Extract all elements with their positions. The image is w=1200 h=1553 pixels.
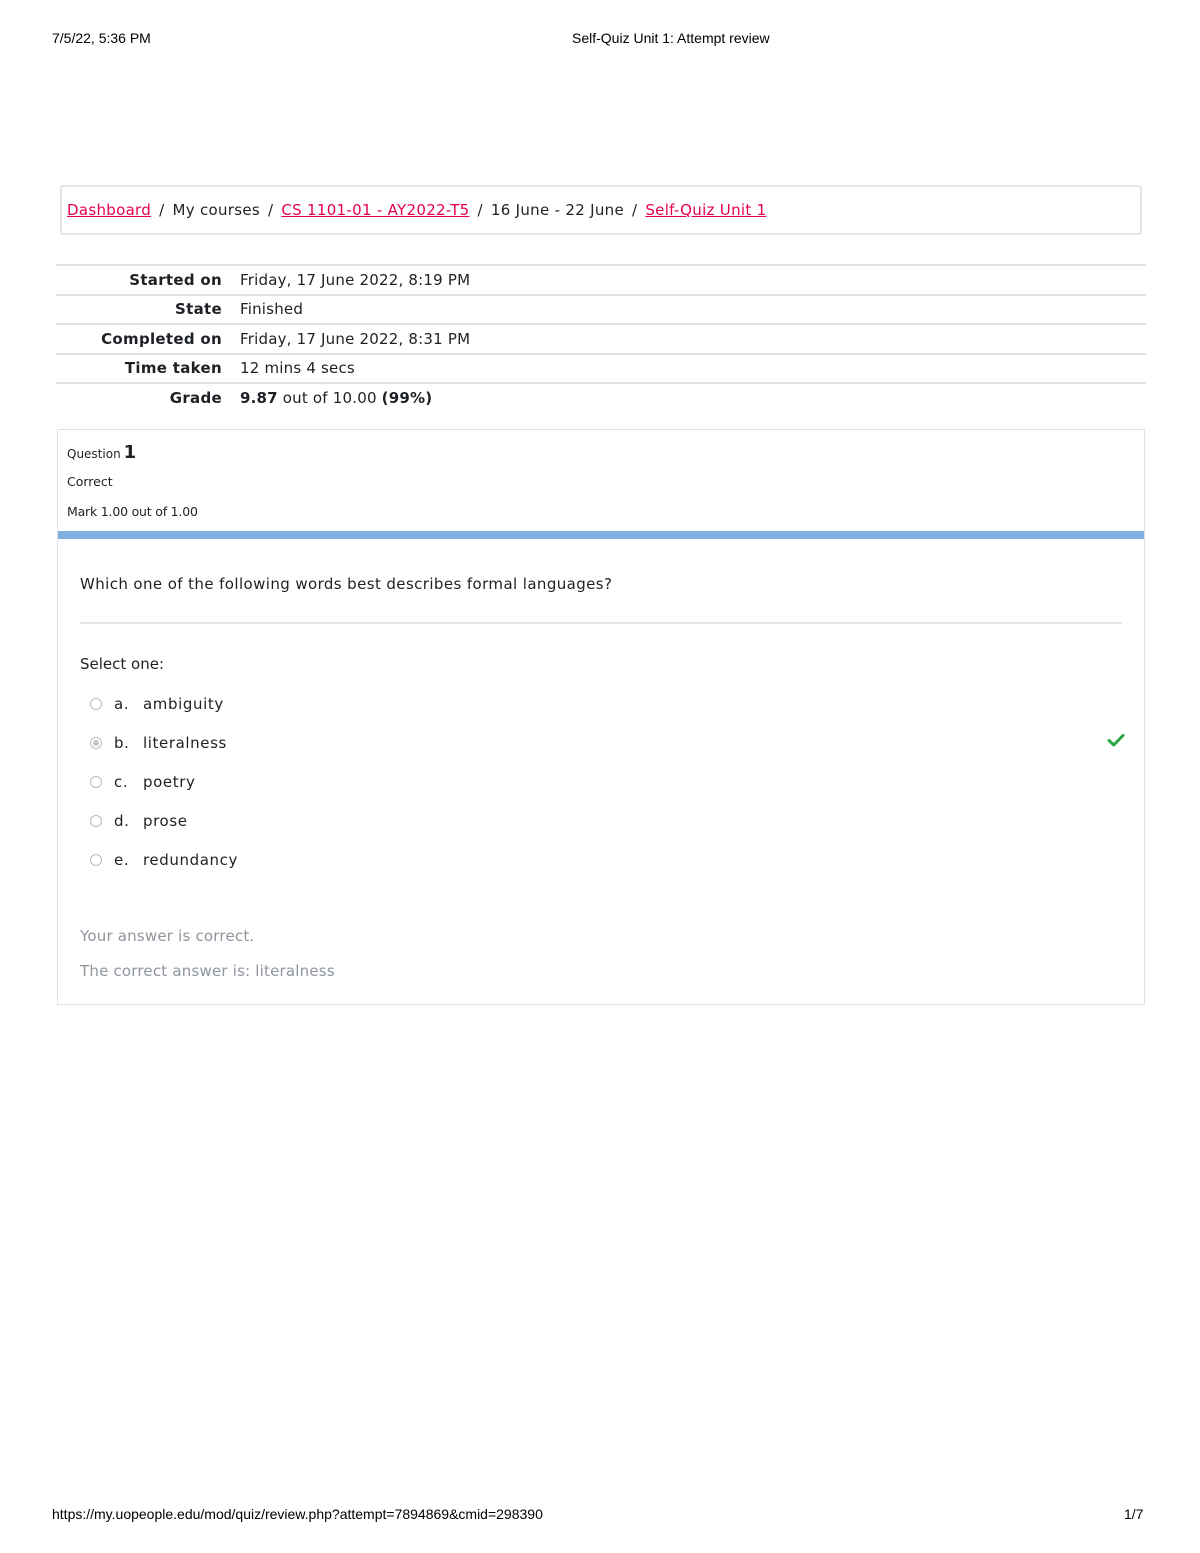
breadcrumb-dashboard-link[interactable]: Dashboard — [67, 201, 152, 219]
breadcrumb-course-link[interactable]: CS 1101-01 - AY2022-T5 — [281, 201, 470, 219]
completed-on-value: Friday, 17 June 2022, 8:31 PM — [240, 329, 471, 348]
breadcrumb-separator: / — [159, 201, 165, 219]
breadcrumb-separator: / — [268, 201, 274, 219]
answer-letter: e. — [114, 850, 130, 869]
print-url: https://my.uopeople.edu/mod/quiz/review.php?attempt=7894869&cmid=298390 — [52, 1506, 543, 1522]
summary-row-grade — [56, 383, 1146, 413]
breadcrumb-separator: / — [631, 201, 638, 219]
print-page-number: 1/7 — [1124, 1506, 1144, 1522]
breadcrumb-week: 16 June - 22 June — [490, 201, 624, 219]
right-answer-text: The correct answer is: literalness — [80, 962, 335, 980]
breadcrumb-my-courses: My courses — [172, 201, 260, 219]
answer-option-b[interactable] — [88, 723, 1118, 762]
question-number — [67, 442, 136, 463]
radio-button[interactable] — [90, 815, 102, 827]
answer-text: literalness — [143, 733, 227, 752]
answer-text: ambiguity — [143, 694, 224, 713]
attempt-summary-table — [56, 264, 1146, 413]
question-card — [57, 429, 1145, 1005]
started-on-label: Started on — [129, 270, 222, 289]
state-value: Finished — [240, 300, 304, 319]
radio-button[interactable] — [90, 776, 102, 788]
answer-letter: c. — [114, 772, 129, 791]
completed-on-label: Completed on — [101, 329, 222, 348]
grade-label: Grade — [169, 389, 222, 408]
radio-button-selected[interactable] — [90, 737, 102, 749]
grade-percent: (99%) — [381, 389, 433, 408]
grade-out-of: out of 10.00 — [282, 389, 377, 408]
time-taken-value: 12 mins 4 secs — [240, 359, 355, 378]
correct-check-icon — [1107, 731, 1125, 749]
select-one-prompt: Select one: — [80, 655, 165, 673]
answer-list — [88, 684, 1118, 879]
answer-option-a[interactable] — [88, 684, 1118, 723]
question-label: Question — [67, 447, 121, 461]
question-feedback — [58, 909, 1144, 1005]
radio-button[interactable] — [90, 698, 102, 710]
summary-row-state — [56, 295, 1146, 325]
started-on-value: Friday, 17 June 2022, 8:19 PM — [240, 270, 471, 289]
question-number-value: 1 — [123, 442, 137, 463]
grade-value — [240, 383, 1146, 413]
question-content — [58, 539, 1144, 909]
print-page-title: Self-Quiz Unit 1: Attempt review — [572, 30, 770, 46]
print-footer — [0, 1506, 1200, 1526]
breadcrumb — [60, 185, 1142, 235]
answer-option-d[interactable] — [88, 801, 1118, 840]
question-mark: Mark 1.00 out of 1.00 — [67, 504, 198, 519]
radio-button[interactable] — [90, 854, 102, 866]
divider — [80, 622, 1122, 624]
print-header — [0, 30, 1200, 50]
answer-text: poetry — [143, 772, 196, 791]
question-state: Correct — [67, 474, 113, 489]
summary-row-time — [56, 354, 1146, 384]
question-accent-bar — [58, 531, 1144, 539]
print-datetime: 7/5/22, 5:36 PM — [52, 30, 151, 46]
answer-letter: a. — [114, 694, 130, 713]
state-label: State — [175, 300, 222, 319]
answer-option-c[interactable] — [88, 762, 1118, 801]
summary-row-started — [56, 265, 1146, 295]
breadcrumb-separator: / — [477, 201, 483, 219]
answer-text: prose — [143, 811, 188, 830]
answer-letter: d. — [114, 811, 130, 830]
question-text: Which one of the following words best describes formal languages? — [80, 575, 613, 593]
answer-letter: b. — [114, 733, 130, 752]
summary-row-completed — [56, 324, 1146, 354]
grade-score: 9.87 — [240, 389, 278, 408]
feedback-text: Your answer is correct. — [80, 927, 255, 945]
answer-text: redundancy — [143, 850, 238, 869]
time-taken-label: Time taken — [124, 359, 222, 378]
answer-option-e[interactable] — [88, 840, 1118, 879]
breadcrumb-quiz-link[interactable]: Self-Quiz Unit 1 — [645, 201, 767, 219]
